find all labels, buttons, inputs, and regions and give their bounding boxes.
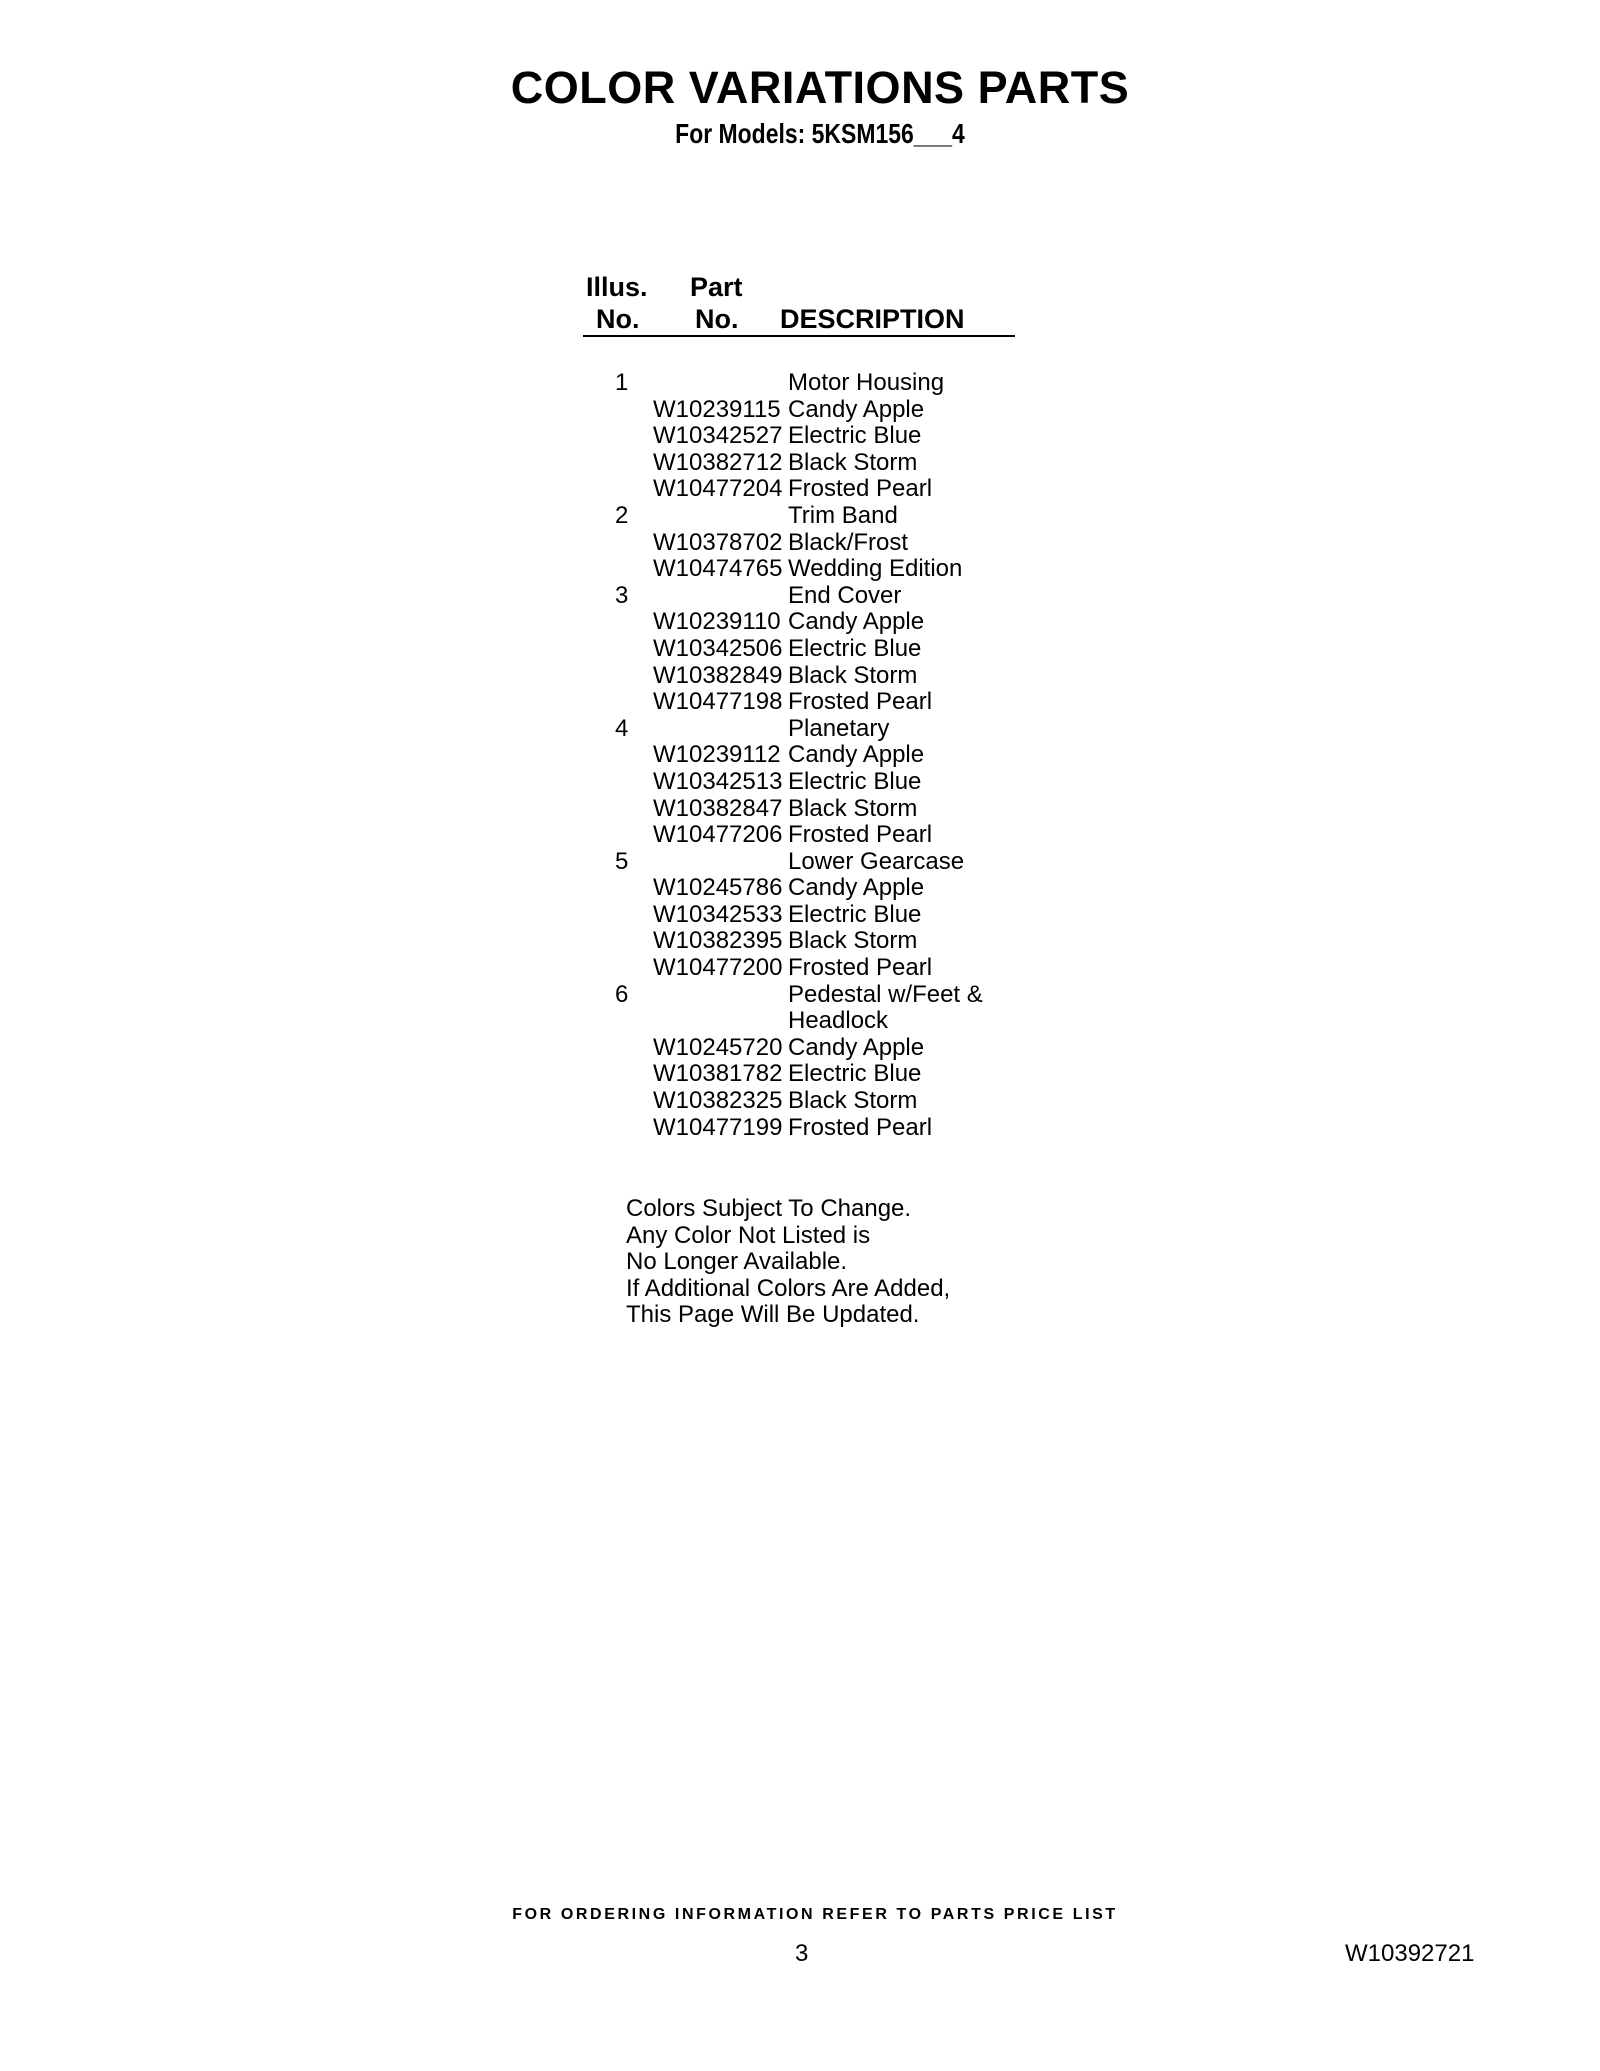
part-number: W10239115: [653, 395, 781, 423]
part-description: Candy Apple: [788, 1033, 925, 1061]
part-description: Motor Housing: [788, 369, 945, 396]
part-description: Trim Band: [788, 501, 898, 529]
table-row: [0, 397, 1600, 424]
illus-number: 5: [615, 847, 629, 875]
part-number: W10239112: [653, 741, 781, 769]
ordering-note: FOR ORDERING INFORMATION REFER TO PARTS PRICE LIST: [512, 1906, 1118, 1923]
table-row: [0, 450, 1600, 477]
part-number: W10382712: [653, 448, 783, 476]
column-header-illus-line1: Illus.: [586, 272, 648, 302]
table-row: [0, 822, 1600, 849]
table-row: [0, 583, 1600, 610]
part-description: Frosted Pearl: [788, 954, 933, 982]
part-description: Candy Apple: [788, 874, 925, 902]
part-description: Black Storm: [788, 661, 918, 689]
table-row: [0, 530, 1600, 557]
column-header-part-line1: Part: [690, 272, 743, 302]
illus-number: 1: [615, 369, 629, 396]
part-description: Planetary: [788, 714, 890, 742]
table-row: [0, 423, 1600, 450]
illus-number: 4: [615, 714, 629, 742]
part-description: Frosted Pearl: [788, 821, 933, 849]
part-number: W10381782: [653, 1060, 783, 1088]
part-description: End Cover: [788, 581, 902, 609]
table-row: [0, 609, 1600, 636]
table-row: [0, 716, 1600, 743]
table-row: [0, 663, 1600, 690]
part-number: W10382847: [653, 794, 783, 822]
table-row: [0, 1035, 1600, 1062]
note-line: This Page Will Be Updated.: [626, 1301, 920, 1329]
note-line: No Longer Available.: [626, 1248, 848, 1276]
part-number: W10239110: [653, 608, 781, 636]
part-description: Candy Apple: [788, 741, 925, 769]
color-notes: [626, 1196, 950, 1329]
document-number: W10392721: [1345, 1940, 1475, 1967]
table-row: [0, 769, 1600, 796]
part-description: Electric Blue: [788, 1060, 922, 1088]
part-description: Black Storm: [788, 448, 918, 476]
table-row: [0, 1088, 1600, 1115]
table-row: [0, 928, 1600, 955]
part-number: W10378702: [653, 528, 783, 556]
part-description: Pedestal w/Feet &: [788, 980, 983, 1008]
column-header-part-line2: No.: [695, 304, 739, 334]
table-row: [0, 1008, 1600, 1035]
part-number: W10382325: [653, 1087, 783, 1115]
illus-number: 3: [615, 581, 629, 609]
models-subtitle: For Models: 5KSM156___4: [675, 118, 965, 149]
part-number: W10477204: [653, 475, 783, 503]
table-row: [0, 1061, 1600, 1088]
header-divider: [583, 335, 1015, 337]
part-number: W10382849: [653, 661, 783, 689]
part-number: W10245786: [653, 874, 783, 902]
part-number: W10477206: [653, 821, 783, 849]
part-number: W10245720: [653, 1033, 783, 1061]
part-description: Electric Blue: [788, 900, 922, 928]
part-description: Electric Blue: [788, 767, 922, 795]
table-row: [0, 636, 1600, 663]
table-row: [0, 1115, 1600, 1142]
part-description: Wedding Edition: [788, 555, 963, 583]
part-description: Frosted Pearl: [788, 1113, 933, 1141]
part-number: W10474765: [653, 555, 783, 583]
table-row: [0, 982, 1600, 1009]
part-description: Electric Blue: [788, 634, 922, 662]
table-row: [0, 875, 1600, 902]
part-description: Black Storm: [788, 794, 918, 822]
part-description: Electric Blue: [788, 422, 922, 450]
table-row: [0, 370, 1600, 397]
part-number: W10342533: [653, 900, 783, 928]
part-number: W10342527: [653, 422, 783, 450]
part-number: W10477198: [653, 688, 783, 716]
note-line: Colors Subject To Change.: [626, 1195, 912, 1222]
part-number: W10342506: [653, 634, 783, 662]
page-number: 3: [795, 1940, 809, 1967]
column-header-illus-line2: No.: [596, 304, 640, 334]
table-row: [0, 849, 1600, 876]
illus-number: 2: [615, 501, 629, 529]
note-line: Any Color Not Listed is: [626, 1221, 871, 1249]
part-description: Lower Gearcase: [788, 847, 965, 875]
part-description: Candy Apple: [788, 395, 925, 423]
table-row: [0, 955, 1600, 982]
part-description: Black Storm: [788, 1087, 918, 1115]
page-title: COLOR VARIATIONS PARTS: [510, 62, 1130, 113]
part-description: Frosted Pearl: [788, 688, 933, 716]
part-description: Headlock: [788, 1007, 889, 1035]
table-row: [0, 902, 1600, 929]
note-line: If Additional Colors Are Added,: [626, 1274, 951, 1302]
part-number: W10342513: [653, 767, 783, 795]
part-number: W10382395: [653, 927, 783, 955]
illus-number: 6: [615, 980, 629, 1008]
part-description: Frosted Pearl: [788, 475, 933, 503]
table-row: [0, 476, 1600, 503]
table-row: [0, 689, 1600, 716]
part-description: Black Storm: [788, 927, 918, 955]
column-header-description: DESCRIPTION: [780, 304, 965, 334]
parts-list: [0, 370, 1600, 1141]
part-description: Candy Apple: [788, 608, 925, 636]
part-description: Black/Frost: [788, 528, 909, 556]
table-row: [0, 556, 1600, 583]
part-number: W10477199: [653, 1113, 783, 1141]
table-row: [0, 503, 1600, 530]
table-row: [0, 796, 1600, 823]
part-number: W10477200: [653, 954, 783, 982]
table-row: [0, 742, 1600, 769]
